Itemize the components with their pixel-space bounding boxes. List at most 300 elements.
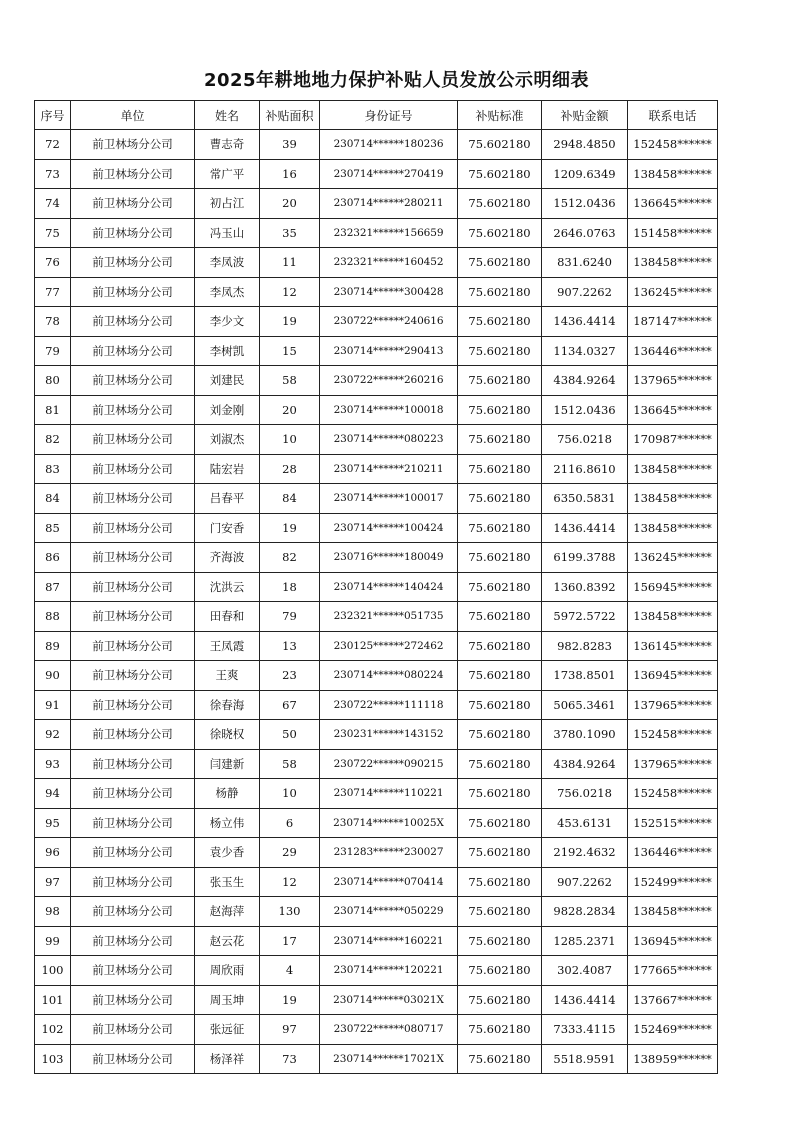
- row-index: 76: [35, 248, 71, 278]
- table-row: [35, 484, 718, 514]
- name-cell: 赵云花: [195, 926, 260, 956]
- table-row: [35, 985, 718, 1015]
- rate-cell: 75.602180: [458, 808, 542, 838]
- rate-cell: 75.602180: [458, 425, 542, 455]
- phone-cell: 152458******: [628, 130, 718, 160]
- table-row: [35, 248, 718, 278]
- unit-cell: 前卫林场分公司: [71, 720, 195, 750]
- phone-cell: 152458******: [628, 779, 718, 809]
- phone-cell: 156945******: [628, 572, 718, 602]
- name-cell: 李凤杰: [195, 277, 260, 307]
- name-cell: 杨立伟: [195, 808, 260, 838]
- phone-cell: 136945******: [628, 926, 718, 956]
- unit-cell: 前卫林场分公司: [71, 513, 195, 543]
- phone-cell: 138458******: [628, 602, 718, 632]
- name-cell: 曹志奇: [195, 130, 260, 160]
- phone-cell: 137965******: [628, 749, 718, 779]
- name-cell: 张远征: [195, 1015, 260, 1045]
- area-cell: 67: [260, 690, 320, 720]
- name-cell: 初占江: [195, 189, 260, 219]
- id-number-cell: 230714******100424: [320, 513, 458, 543]
- table-row: [35, 808, 718, 838]
- row-index: 83: [35, 454, 71, 484]
- table-row: [35, 897, 718, 927]
- rate-cell: 75.602180: [458, 720, 542, 750]
- table-row: [35, 867, 718, 897]
- id-number-cell: 230722******260216: [320, 366, 458, 396]
- row-index: 86: [35, 543, 71, 573]
- area-cell: 29: [260, 838, 320, 868]
- area-cell: 13: [260, 631, 320, 661]
- area-cell: 82: [260, 543, 320, 573]
- unit-cell: 前卫林场分公司: [71, 484, 195, 514]
- table-row: [35, 631, 718, 661]
- amount-cell: 5065.3461: [542, 690, 628, 720]
- unit-cell: 前卫林场分公司: [71, 366, 195, 396]
- name-cell: 徐晓权: [195, 720, 260, 750]
- unit-cell: 前卫林场分公司: [71, 602, 195, 632]
- id-number-cell: 231283******230027: [320, 838, 458, 868]
- table-row: [35, 425, 718, 455]
- unit-cell: 前卫林场分公司: [71, 189, 195, 219]
- rate-cell: 75.602180: [458, 277, 542, 307]
- area-cell: 12: [260, 867, 320, 897]
- phone-cell: 136446******: [628, 838, 718, 868]
- rate-cell: 75.602180: [458, 248, 542, 278]
- name-cell: 李少文: [195, 307, 260, 337]
- name-cell: 袁少香: [195, 838, 260, 868]
- row-index: 94: [35, 779, 71, 809]
- id-number-cell: 230714******100018: [320, 395, 458, 425]
- amount-cell: 1436.4414: [542, 513, 628, 543]
- name-cell: 杨泽祥: [195, 1044, 260, 1074]
- rate-cell: 75.602180: [458, 1044, 542, 1074]
- unit-cell: 前卫林场分公司: [71, 808, 195, 838]
- phone-cell: 136145******: [628, 631, 718, 661]
- amount-cell: 5518.9591: [542, 1044, 628, 1074]
- table-row: [35, 661, 718, 691]
- col-amount-header: 补贴金额: [542, 101, 628, 130]
- amount-cell: 4384.9264: [542, 749, 628, 779]
- row-index: 100: [35, 956, 71, 986]
- name-cell: 李凤波: [195, 248, 260, 278]
- phone-cell: 136945******: [628, 661, 718, 691]
- amount-cell: 3780.1090: [542, 720, 628, 750]
- rate-cell: 75.602180: [458, 572, 542, 602]
- table-row: [35, 956, 718, 986]
- phone-cell: 136245******: [628, 543, 718, 573]
- unit-cell: 前卫林场分公司: [71, 631, 195, 661]
- phone-cell: 152515******: [628, 808, 718, 838]
- area-cell: 28: [260, 454, 320, 484]
- name-cell: 闫建新: [195, 749, 260, 779]
- amount-cell: 6199.3788: [542, 543, 628, 573]
- rate-cell: 75.602180: [458, 985, 542, 1015]
- id-number-cell: 230714******270419: [320, 159, 458, 189]
- id-number-cell: 230714******070414: [320, 867, 458, 897]
- id-number-cell: 230714******280211: [320, 189, 458, 219]
- id-number-cell: 230714******140424: [320, 572, 458, 602]
- unit-cell: 前卫林场分公司: [71, 926, 195, 956]
- row-index: 79: [35, 336, 71, 366]
- row-index: 81: [35, 395, 71, 425]
- table-row: [35, 838, 718, 868]
- id-number-cell: 230125******272462: [320, 631, 458, 661]
- amount-cell: 831.6240: [542, 248, 628, 278]
- table-row: [35, 513, 718, 543]
- area-cell: 20: [260, 189, 320, 219]
- id-number-cell: 230714******180236: [320, 130, 458, 160]
- amount-cell: 1360.8392: [542, 572, 628, 602]
- amount-cell: 2948.4850: [542, 130, 628, 160]
- phone-cell: 151458******: [628, 218, 718, 248]
- id-number-cell: 230714******300428: [320, 277, 458, 307]
- id-number-cell: 230714******080224: [320, 661, 458, 691]
- row-index: 90: [35, 661, 71, 691]
- phone-cell: 136645******: [628, 189, 718, 219]
- amount-cell: 4384.9264: [542, 366, 628, 396]
- phone-cell: 152458******: [628, 720, 718, 750]
- unit-cell: 前卫林场分公司: [71, 1015, 195, 1045]
- unit-cell: 前卫林场分公司: [71, 218, 195, 248]
- name-cell: 门安香: [195, 513, 260, 543]
- col-index-header: 序号: [35, 101, 71, 130]
- name-cell: 王爽: [195, 661, 260, 691]
- unit-cell: 前卫林场分公司: [71, 690, 195, 720]
- area-cell: 58: [260, 749, 320, 779]
- phone-cell: 136245******: [628, 277, 718, 307]
- rate-cell: 75.602180: [458, 307, 542, 337]
- unit-cell: 前卫林场分公司: [71, 130, 195, 160]
- id-number-cell: 230714******080223: [320, 425, 458, 455]
- name-cell: 刘淑杰: [195, 425, 260, 455]
- name-cell: 吕春平: [195, 484, 260, 514]
- name-cell: 杨静: [195, 779, 260, 809]
- id-number-cell: 230716******180049: [320, 543, 458, 573]
- row-index: 96: [35, 838, 71, 868]
- id-number-cell: 230714******120221: [320, 956, 458, 986]
- area-cell: 79: [260, 602, 320, 632]
- amount-cell: 1209.6349: [542, 159, 628, 189]
- row-index: 84: [35, 484, 71, 514]
- subsidy-table: [34, 100, 718, 1074]
- unit-cell: 前卫林场分公司: [71, 425, 195, 455]
- table-row: [35, 395, 718, 425]
- table-row: [35, 307, 718, 337]
- table-row: [35, 749, 718, 779]
- row-index: 75: [35, 218, 71, 248]
- amount-cell: 2646.0763: [542, 218, 628, 248]
- unit-cell: 前卫林场分公司: [71, 572, 195, 602]
- rate-cell: 75.602180: [458, 690, 542, 720]
- phone-cell: 136645******: [628, 395, 718, 425]
- phone-cell: 187147******: [628, 307, 718, 337]
- area-cell: 50: [260, 720, 320, 750]
- name-cell: 周玉坤: [195, 985, 260, 1015]
- name-cell: 刘金刚: [195, 395, 260, 425]
- phone-cell: 138458******: [628, 159, 718, 189]
- area-cell: 84: [260, 484, 320, 514]
- row-index: 93: [35, 749, 71, 779]
- area-cell: 18: [260, 572, 320, 602]
- table-row: [35, 572, 718, 602]
- area-cell: 10: [260, 779, 320, 809]
- row-index: 97: [35, 867, 71, 897]
- amount-cell: 907.2262: [542, 277, 628, 307]
- phone-cell: 137965******: [628, 690, 718, 720]
- row-index: 85: [35, 513, 71, 543]
- phone-cell: 138959******: [628, 1044, 718, 1074]
- unit-cell: 前卫林场分公司: [71, 336, 195, 366]
- unit-cell: 前卫林场分公司: [71, 779, 195, 809]
- amount-cell: 7333.4115: [542, 1015, 628, 1045]
- row-index: 88: [35, 602, 71, 632]
- rate-cell: 75.602180: [458, 779, 542, 809]
- table-row: [35, 454, 718, 484]
- rate-cell: 75.602180: [458, 395, 542, 425]
- table-row: [35, 690, 718, 720]
- row-index: 103: [35, 1044, 71, 1074]
- id-number-cell: 230722******111118: [320, 690, 458, 720]
- area-cell: 73: [260, 1044, 320, 1074]
- row-index: 89: [35, 631, 71, 661]
- rate-cell: 75.602180: [458, 867, 542, 897]
- row-index: 78: [35, 307, 71, 337]
- table-row: [35, 130, 718, 160]
- table-row: [35, 543, 718, 573]
- name-cell: 田春和: [195, 602, 260, 632]
- phone-cell: 137667******: [628, 985, 718, 1015]
- area-cell: 16: [260, 159, 320, 189]
- amount-cell: 1512.0436: [542, 395, 628, 425]
- area-cell: 19: [260, 513, 320, 543]
- id-number-cell: 230231******143152: [320, 720, 458, 750]
- table-body: [35, 130, 718, 1074]
- name-cell: 李树凯: [195, 336, 260, 366]
- id-number-cell: 230714******100017: [320, 484, 458, 514]
- amount-cell: 1512.0436: [542, 189, 628, 219]
- area-cell: 130: [260, 897, 320, 927]
- name-cell: 刘建民: [195, 366, 260, 396]
- name-cell: 沈洪云: [195, 572, 260, 602]
- area-cell: 6: [260, 808, 320, 838]
- rate-cell: 75.602180: [458, 602, 542, 632]
- amount-cell: 453.6131: [542, 808, 628, 838]
- unit-cell: 前卫林场分公司: [71, 159, 195, 189]
- id-number-cell: 230714******17021X: [320, 1044, 458, 1074]
- table-header-row: [35, 101, 718, 130]
- phone-cell: 138458******: [628, 897, 718, 927]
- rate-cell: 75.602180: [458, 897, 542, 927]
- rate-cell: 75.602180: [458, 838, 542, 868]
- rate-cell: 75.602180: [458, 956, 542, 986]
- amount-cell: 2192.4632: [542, 838, 628, 868]
- unit-cell: 前卫林场分公司: [71, 543, 195, 573]
- row-index: 101: [35, 985, 71, 1015]
- phone-cell: 170987******: [628, 425, 718, 455]
- unit-cell: 前卫林场分公司: [71, 956, 195, 986]
- table-row: [35, 189, 718, 219]
- unit-cell: 前卫林场分公司: [71, 867, 195, 897]
- rate-cell: 75.602180: [458, 189, 542, 219]
- col-rate-header: 补贴标准: [458, 101, 542, 130]
- col-id-number-header: 身份证号: [320, 101, 458, 130]
- phone-cell: 138458******: [628, 513, 718, 543]
- table-row: [35, 779, 718, 809]
- amount-cell: 5972.5722: [542, 602, 628, 632]
- unit-cell: 前卫林场分公司: [71, 1044, 195, 1074]
- name-cell: 齐海波: [195, 543, 260, 573]
- unit-cell: 前卫林场分公司: [71, 985, 195, 1015]
- area-cell: 11: [260, 248, 320, 278]
- id-number-cell: 230714******10025X: [320, 808, 458, 838]
- amount-cell: 1436.4414: [542, 307, 628, 337]
- row-index: 102: [35, 1015, 71, 1045]
- name-cell: 赵海萍: [195, 897, 260, 927]
- amount-cell: 907.2262: [542, 867, 628, 897]
- amount-cell: 1436.4414: [542, 985, 628, 1015]
- table-row: [35, 602, 718, 632]
- rate-cell: 75.602180: [458, 159, 542, 189]
- amount-cell: 756.0218: [542, 425, 628, 455]
- area-cell: 15: [260, 336, 320, 366]
- area-cell: 17: [260, 926, 320, 956]
- id-number-cell: 230714******110221: [320, 779, 458, 809]
- row-index: 72: [35, 130, 71, 160]
- phone-cell: 138458******: [628, 248, 718, 278]
- row-index: 73: [35, 159, 71, 189]
- id-number-cell: 232321******156659: [320, 218, 458, 248]
- unit-cell: 前卫林场分公司: [71, 454, 195, 484]
- table-row: [35, 277, 718, 307]
- unit-cell: 前卫林场分公司: [71, 897, 195, 927]
- phone-cell: 138458******: [628, 484, 718, 514]
- row-index: 92: [35, 720, 71, 750]
- phone-cell: 152499******: [628, 867, 718, 897]
- rate-cell: 75.602180: [458, 926, 542, 956]
- rate-cell: 75.602180: [458, 749, 542, 779]
- name-cell: 张玉生: [195, 867, 260, 897]
- amount-cell: 6350.5831: [542, 484, 628, 514]
- phone-cell: 138458******: [628, 454, 718, 484]
- row-index: 74: [35, 189, 71, 219]
- table-row: [35, 926, 718, 956]
- col-phone-header: 联系电话: [628, 101, 718, 130]
- amount-cell: 756.0218: [542, 779, 628, 809]
- table-row: [35, 159, 718, 189]
- rate-cell: 75.602180: [458, 130, 542, 160]
- table-row: [35, 366, 718, 396]
- unit-cell: 前卫林场分公司: [71, 277, 195, 307]
- amount-cell: 302.4087: [542, 956, 628, 986]
- name-cell: 陆宏岩: [195, 454, 260, 484]
- col-unit-header: 单位: [71, 101, 195, 130]
- col-area-header: 补贴面积: [260, 101, 320, 130]
- phone-cell: 152469******: [628, 1015, 718, 1045]
- unit-cell: 前卫林场分公司: [71, 749, 195, 779]
- name-cell: 常广平: [195, 159, 260, 189]
- area-cell: 12: [260, 277, 320, 307]
- name-cell: 徐春海: [195, 690, 260, 720]
- unit-cell: 前卫林场分公司: [71, 248, 195, 278]
- row-index: 87: [35, 572, 71, 602]
- row-index: 99: [35, 926, 71, 956]
- area-cell: 58: [260, 366, 320, 396]
- amount-cell: 982.8283: [542, 631, 628, 661]
- area-cell: 35: [260, 218, 320, 248]
- table-row: [35, 1044, 718, 1074]
- rate-cell: 75.602180: [458, 454, 542, 484]
- rate-cell: 75.602180: [458, 218, 542, 248]
- amount-cell: 9828.2834: [542, 897, 628, 927]
- phone-cell: 136446******: [628, 336, 718, 366]
- amount-cell: 1285.2371: [542, 926, 628, 956]
- row-index: 95: [35, 808, 71, 838]
- area-cell: 23: [260, 661, 320, 691]
- id-number-cell: 230722******090215: [320, 749, 458, 779]
- id-number-cell: 230714******160221: [320, 926, 458, 956]
- name-cell: 周欣雨: [195, 956, 260, 986]
- unit-cell: 前卫林场分公司: [71, 661, 195, 691]
- id-number-cell: 230722******080717: [320, 1015, 458, 1045]
- area-cell: 39: [260, 130, 320, 160]
- rate-cell: 75.602180: [458, 1015, 542, 1045]
- rate-cell: 75.602180: [458, 543, 542, 573]
- row-index: 82: [35, 425, 71, 455]
- rate-cell: 75.602180: [458, 336, 542, 366]
- rate-cell: 75.602180: [458, 513, 542, 543]
- table-row: [35, 218, 718, 248]
- name-cell: 王凤霞: [195, 631, 260, 661]
- id-number-cell: 230714******03021X: [320, 985, 458, 1015]
- area-cell: 20: [260, 395, 320, 425]
- rate-cell: 75.602180: [458, 661, 542, 691]
- amount-cell: 1134.0327: [542, 336, 628, 366]
- area-cell: 19: [260, 307, 320, 337]
- unit-cell: 前卫林场分公司: [71, 307, 195, 337]
- unit-cell: 前卫林场分公司: [71, 395, 195, 425]
- table-row: [35, 1015, 718, 1045]
- rate-cell: 75.602180: [458, 366, 542, 396]
- id-number-cell: 230714******210211: [320, 454, 458, 484]
- row-index: 91: [35, 690, 71, 720]
- row-index: 80: [35, 366, 71, 396]
- rate-cell: 75.602180: [458, 484, 542, 514]
- name-cell: 冯玉山: [195, 218, 260, 248]
- amount-cell: 1738.8501: [542, 661, 628, 691]
- col-name-header: 姓名: [195, 101, 260, 130]
- id-number-cell: 232321******051735: [320, 602, 458, 632]
- phone-cell: 177665******: [628, 956, 718, 986]
- id-number-cell: 230722******240616: [320, 307, 458, 337]
- amount-cell: 2116.8610: [542, 454, 628, 484]
- id-number-cell: 230714******050229: [320, 897, 458, 927]
- table-row: [35, 720, 718, 750]
- page-title: 2025年耕地地力保护补贴人员发放公示明细表: [203, 70, 590, 91]
- rate-cell: 75.602180: [458, 631, 542, 661]
- area-cell: 4: [260, 956, 320, 986]
- table-row: [35, 336, 718, 366]
- area-cell: 97: [260, 1015, 320, 1045]
- phone-cell: 137965******: [628, 366, 718, 396]
- id-number-cell: 232321******160452: [320, 248, 458, 278]
- area-cell: 19: [260, 985, 320, 1015]
- area-cell: 10: [260, 425, 320, 455]
- id-number-cell: 230714******290413: [320, 336, 458, 366]
- unit-cell: 前卫林场分公司: [71, 838, 195, 868]
- row-index: 77: [35, 277, 71, 307]
- row-index: 98: [35, 897, 71, 927]
